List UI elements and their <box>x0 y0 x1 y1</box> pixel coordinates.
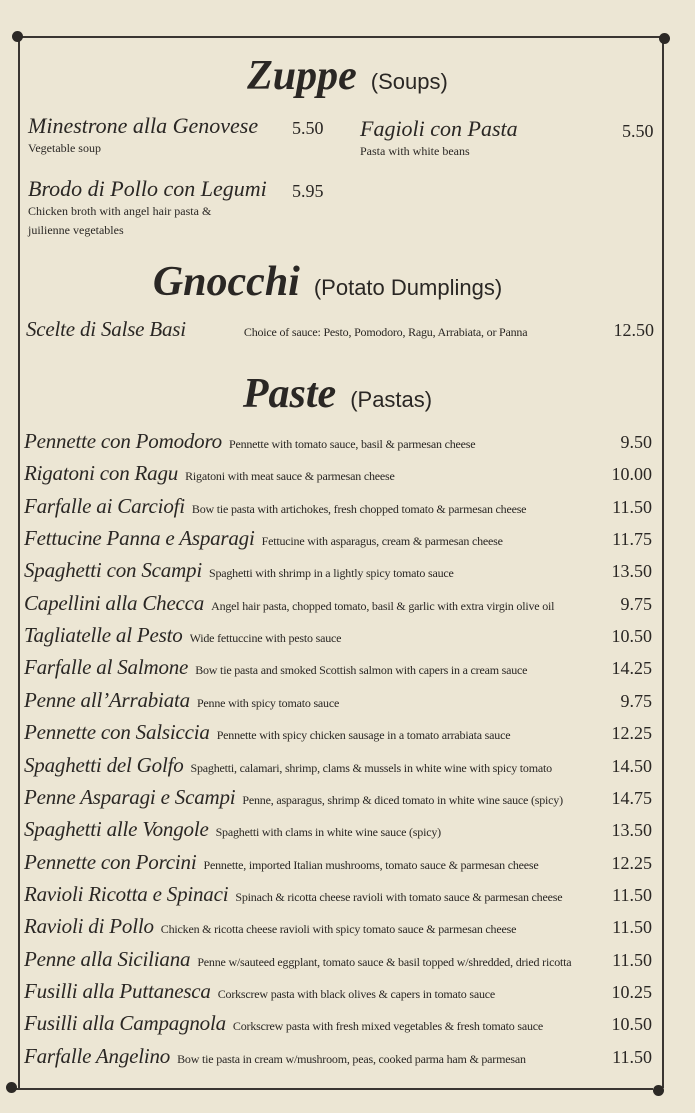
pasta-item <box>24 461 652 493</box>
pasta-name: Fettucine Panna e Asparagi <box>24 526 255 551</box>
pasta-name: Capellini alla Checca <box>24 590 205 615</box>
pastas-heading <box>0 370 685 418</box>
gnocchi-subtitle: (Potato Dumplings) <box>313 275 503 300</box>
corner-dot-bottom-right <box>653 1085 664 1096</box>
pasta-price: 9.75 <box>620 593 652 614</box>
pasta-price: 11.50 <box>612 917 652 938</box>
pasta-item <box>24 591 652 623</box>
soup-price: 5.50 <box>292 118 324 138</box>
pasta-item <box>24 914 652 946</box>
pasta-description: Corkscrew pasta with black olives & capers in tomato sauce <box>217 986 496 1001</box>
border-right <box>662 38 664 1088</box>
soup-description: Pasta with white beans <box>360 144 470 158</box>
pastas-title: Paste <box>242 371 337 417</box>
pasta-item <box>24 979 652 1011</box>
pasta-name: Farfalle al Salmone <box>24 655 189 680</box>
pasta-name: Spaghetti alle Vongole <box>24 817 209 842</box>
pasta-price: 11.50 <box>612 949 652 970</box>
border-left <box>18 36 20 1088</box>
soup-item <box>360 116 600 161</box>
pasta-name: Penne Asparagi e Scampi <box>24 784 236 809</box>
gnocchi-title: Gnocchi <box>152 259 300 305</box>
border-top <box>18 36 665 38</box>
soups-subtitle: (Soups) <box>370 69 448 94</box>
pasta-price: 9.75 <box>620 690 652 711</box>
pasta-item <box>24 850 652 882</box>
pasta-name: Penne all’Arrabiata <box>24 687 190 712</box>
pasta-price: 9.50 <box>620 432 652 452</box>
pasta-description: Fettucine with asparagus, cream & parmesan cheese <box>261 534 503 549</box>
pasta-description: Spinach & ricotta cheese ravioli with tomato sauce & parmesan cheese <box>235 889 563 904</box>
soup-item <box>28 176 267 240</box>
pasta-price: 11.50 <box>612 884 652 905</box>
gnocchi-name: Scelte di Salse Basi <box>26 317 186 341</box>
border-bottom <box>14 1088 653 1090</box>
pasta-description: Spaghetti with shrimp in a lightly spicy tomato sauce <box>208 566 454 581</box>
pasta-item <box>24 882 652 914</box>
pasta-price: 11.75 <box>612 529 652 550</box>
pasta-price: 13.50 <box>611 820 652 841</box>
pasta-price: 13.50 <box>611 561 652 582</box>
pasta-name: Tagliatelle al Pesto <box>24 623 183 648</box>
pastas-subtitle: (Pastas) <box>350 387 433 412</box>
pasta-name: Penne alla Siciliana <box>24 946 191 971</box>
pasta-price: 10.00 <box>611 464 652 485</box>
pasta-description: Penne w/sauteed eggplant, tomato sauce & basil topped w/shredded, dried ricotta <box>197 954 572 969</box>
soup-description: Chicken broth with angel hair pasta & juilienne vegetables <box>28 204 212 237</box>
corner-dot-bottom-left <box>6 1082 17 1093</box>
pasta-name: Fusilli alla Puttanesca <box>24 978 211 1003</box>
pasta-item <box>24 1044 652 1076</box>
pasta-price: 14.25 <box>611 658 652 679</box>
pasta-price: 14.50 <box>611 755 652 776</box>
pasta-description: Angel hair pasta, chopped tomato, basil & garlic with extra virgin olive oil <box>211 598 555 613</box>
pasta-item <box>24 785 652 817</box>
pasta-description: Pennette, imported Italian mushrooms, tomato sauce & parmesan cheese <box>203 857 539 872</box>
pasta-description: Spaghetti with clams in white wine sauce (spicy) <box>215 825 441 840</box>
pasta-name: Pennette con Salsiccia <box>24 720 210 745</box>
soup-description: Vegetable soup <box>28 141 101 155</box>
pasta-description: Penne with spicy tomato sauce <box>196 695 340 710</box>
corner-dot-top-left <box>12 31 23 42</box>
gnocchi-price: 12.50 <box>613 320 654 340</box>
pasta-price: 12.25 <box>611 852 652 873</box>
pasta-item <box>24 655 652 687</box>
soup-price: 5.95 <box>292 181 324 201</box>
pasta-description: Penne, asparagus, shrimp & diced tomato in white wine sauce (spicy) <box>242 792 563 807</box>
pasta-price: 10.25 <box>611 981 652 1002</box>
pasta-item <box>24 429 652 461</box>
pasta-item <box>24 720 652 752</box>
pasta-description: Corkscrew pasta with fresh mixed vegetables & fresh tomato sauce <box>232 1019 544 1034</box>
pasta-price: 14.75 <box>611 787 652 808</box>
pasta-name: Ravioli di Pollo <box>24 914 154 939</box>
pasta-description: Wide fettuccine with pesto sauce <box>189 631 342 646</box>
pasta-price: 10.50 <box>611 1014 652 1035</box>
pasta-item <box>24 558 652 590</box>
pasta-name: Pennette con Pomodoro <box>24 429 222 453</box>
pasta-description: Chicken & ricotta cheese ravioli with spicy tomato sauce & parmesan cheese <box>160 922 517 937</box>
pasta-item <box>24 623 652 655</box>
pasta-name: Farfalle Angelino <box>24 1043 171 1068</box>
soup-name: Minestrone alla Genovese <box>28 113 259 138</box>
soup-item <box>28 113 278 158</box>
gnocchi-heading <box>0 258 675 306</box>
pasta-name: Rigatoni con Ragu <box>24 461 179 486</box>
pasta-name: Ravioli Ricotta e Spinaci <box>24 881 229 906</box>
pasta-description: Spaghetti, calamari, shrimp, clams & mussels in white wine with spicy tomato <box>190 760 552 775</box>
pasta-name: Spaghetti con Scampi <box>24 558 202 583</box>
pasta-item <box>24 526 652 558</box>
pasta-name: Fusilli alla Campagnola <box>24 1011 226 1036</box>
pasta-description: Bow tie pasta in cream w/mushroom, peas, cooked parma ham & parmesan <box>177 1051 526 1066</box>
pasta-price: 11.50 <box>612 496 652 517</box>
pasta-name: Spaghetti del Golfo <box>24 752 184 777</box>
soup-name: Fagioli con Pasta <box>360 116 518 141</box>
soups-heading <box>0 52 695 100</box>
pasta-item <box>24 688 652 720</box>
gnocchi-description: Choice of sauce: Pesto, Pomodoro, Ragu, Arrabiata, or Panna <box>243 325 528 339</box>
pasta-name: Farfalle ai Carciofi <box>24 493 185 518</box>
pasta-description: Bow tie pasta with artichokes, fresh chopped tomato & parmesan cheese <box>191 501 527 516</box>
pasta-name: Pennette con Porcini <box>24 849 197 874</box>
pasta-item <box>24 1011 652 1043</box>
pasta-description: Bow tie pasta and smoked Scottish salmon with capers in a cream sauce <box>195 663 528 678</box>
pasta-price: 12.25 <box>611 723 652 744</box>
soups-title: Zuppe <box>247 53 357 99</box>
pasta-item <box>24 494 652 526</box>
pasta-item <box>24 817 652 849</box>
pasta-item <box>24 947 652 979</box>
pasta-description: Pennette with tomato sauce, basil & parmesan cheese <box>228 437 476 451</box>
pasta-description: Pennette with spicy chicken sausage in a tomato arrabiata sauce <box>216 728 511 743</box>
pasta-price: 10.50 <box>611 626 652 647</box>
soup-price: 5.50 <box>622 121 654 141</box>
pasta-description: Rigatoni with meat sauce & parmesan cheese <box>185 469 395 484</box>
gnocchi-item <box>26 317 654 349</box>
pasta-price: 11.50 <box>612 1046 652 1067</box>
pasta-item <box>24 753 652 785</box>
soup-name: Brodo di Pollo con Legumi <box>28 176 267 201</box>
corner-dot-top-right <box>659 33 670 44</box>
